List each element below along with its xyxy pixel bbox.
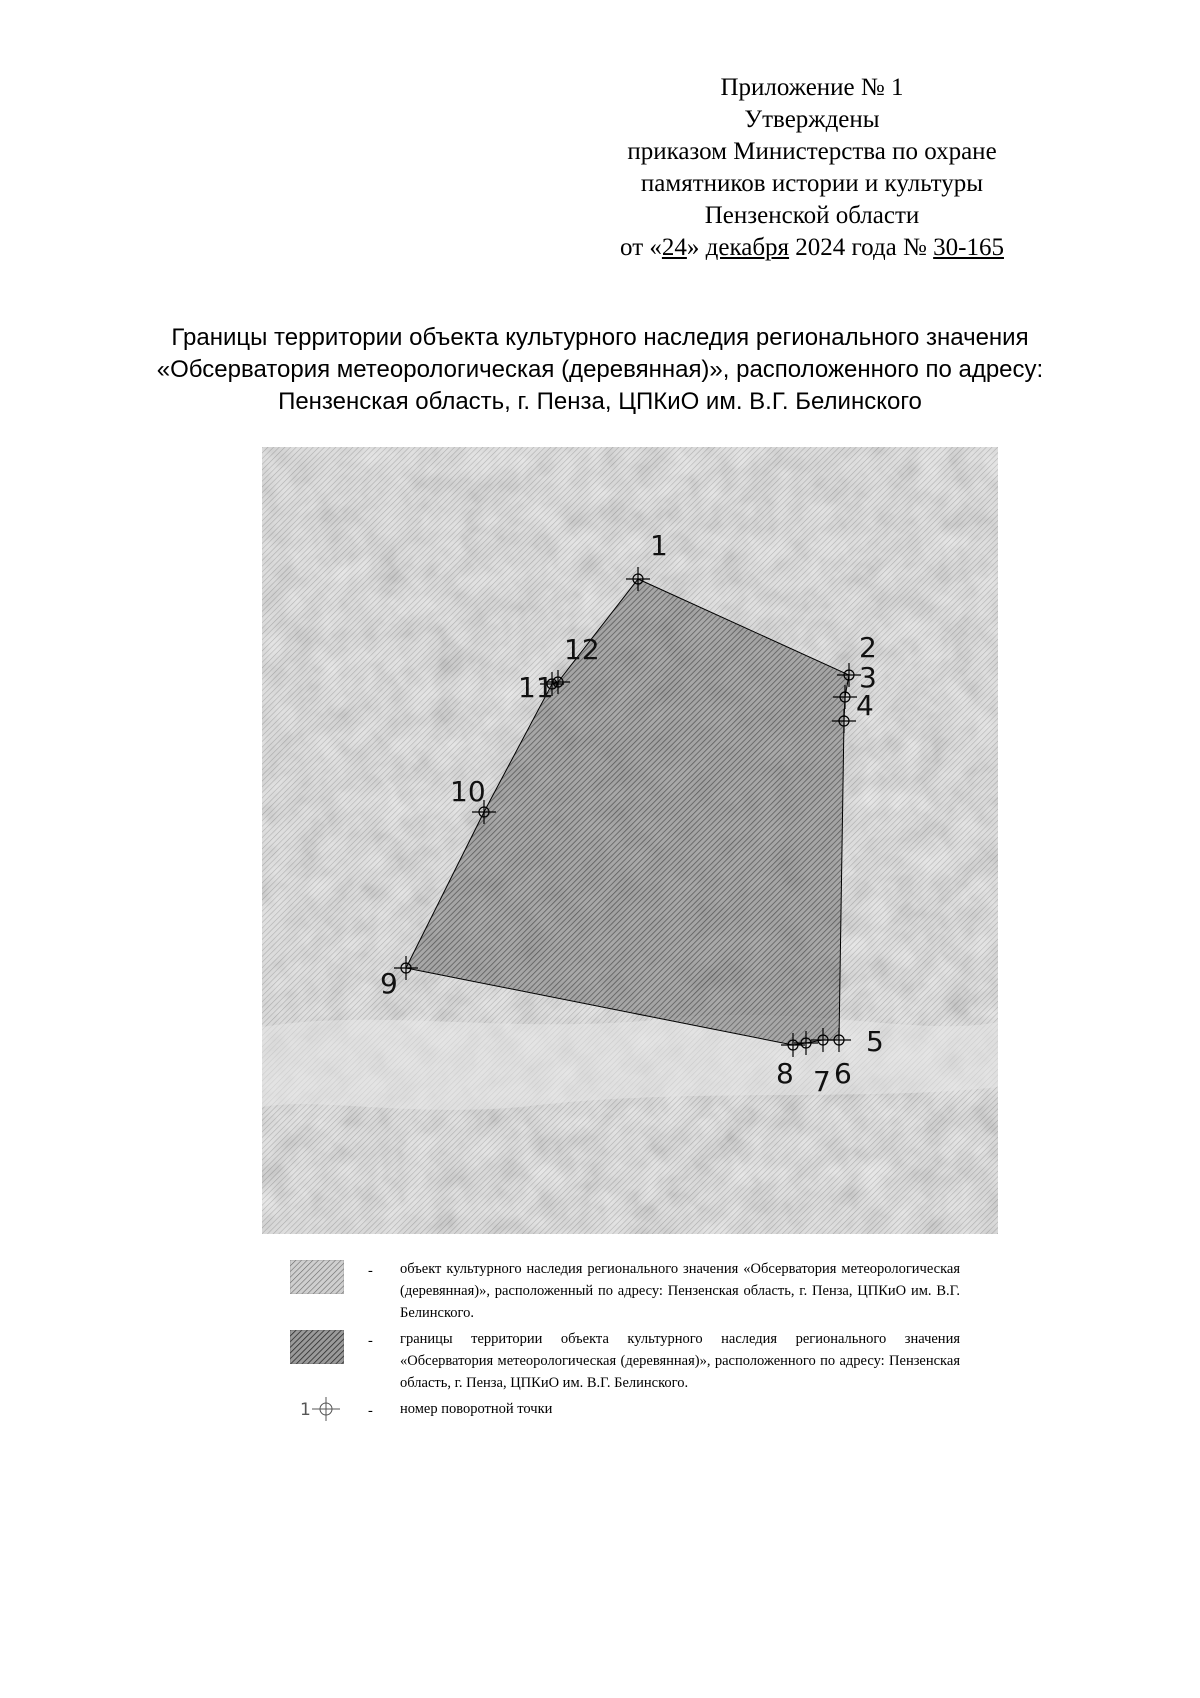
svg-text:1: 1 xyxy=(300,1400,311,1420)
legend-dash: - xyxy=(368,1403,373,1419)
approved-label: Утверждены xyxy=(744,106,880,133)
title-line-1: Границы территории объекта культурного наследия регионального значения xyxy=(171,324,1029,351)
legend-item-turning-point xyxy=(290,1398,960,1438)
legend-item-object xyxy=(290,1258,960,1328)
legend-dash: - xyxy=(368,1263,373,1279)
boundary-map xyxy=(262,447,998,1234)
turning-point-label: 7 xyxy=(813,1065,831,1098)
turning-point-label: 6 xyxy=(834,1057,852,1090)
object-swatch-icon xyxy=(290,1260,344,1294)
order-line-1: приказом Министерства по охране xyxy=(627,138,997,165)
order-number: 30-165 xyxy=(933,234,1004,261)
legend-turning-point-text: номер поворотной точки xyxy=(400,1401,553,1417)
turning-point-label: 10 xyxy=(450,775,486,808)
order-date-line: от «24» декабря 2024 года № 30-165 xyxy=(620,234,1004,261)
turning-point-label: 3 xyxy=(859,661,877,694)
legend-territory-text: границы территории объекта культурного наследия регионального значения «Обсерватория метеорологическая (деревянная)», расположенного по адресу: Пензенская область, г. Пенза, ЦПКиО им. В.Г. Белинского. xyxy=(400,1331,960,1391)
turning-point-label: 12 xyxy=(564,633,600,666)
legend-item-territory xyxy=(290,1328,960,1398)
document-title xyxy=(100,322,1100,418)
order-line-3: Пензенской области xyxy=(704,202,920,229)
order-day: 24 xyxy=(661,234,687,261)
title-line-3: Пензенская область, г. Пенза, ЦПКиО им. В.Г. Белинского xyxy=(278,388,922,415)
order-month: декабря xyxy=(705,234,790,261)
turning-point-label: 1 xyxy=(650,529,668,562)
turning-point-symbol-icon xyxy=(298,1394,346,1424)
legend-dash: - xyxy=(368,1333,373,1349)
turning-point-label: 11 xyxy=(518,671,554,704)
turning-point-label: 2 xyxy=(859,631,877,664)
appendix-label: Приложение № 1 xyxy=(720,74,904,101)
turning-point-label: 8 xyxy=(776,1057,794,1090)
territory-swatch-icon xyxy=(290,1330,344,1364)
turning-point-label: 4 xyxy=(856,689,874,722)
turning-point-label: 5 xyxy=(866,1025,884,1058)
approval-header xyxy=(552,72,1072,264)
turning-point-label: 9 xyxy=(380,967,398,1000)
map-legend xyxy=(290,1258,960,1438)
legend-object-text: объект культурного наследия регионального значения «Обсерватория метеорологическая (деревянная)», расположенный по адресу: Пензенская область, г. Пенза, ЦПКиО им. В.Г. Белинского. xyxy=(400,1261,960,1321)
title-line-2: «Обсерватория метеорологическая (деревянная)», расположенного по адресу: xyxy=(156,356,1044,383)
order-line-2: памятников истории и культуры xyxy=(640,170,984,197)
